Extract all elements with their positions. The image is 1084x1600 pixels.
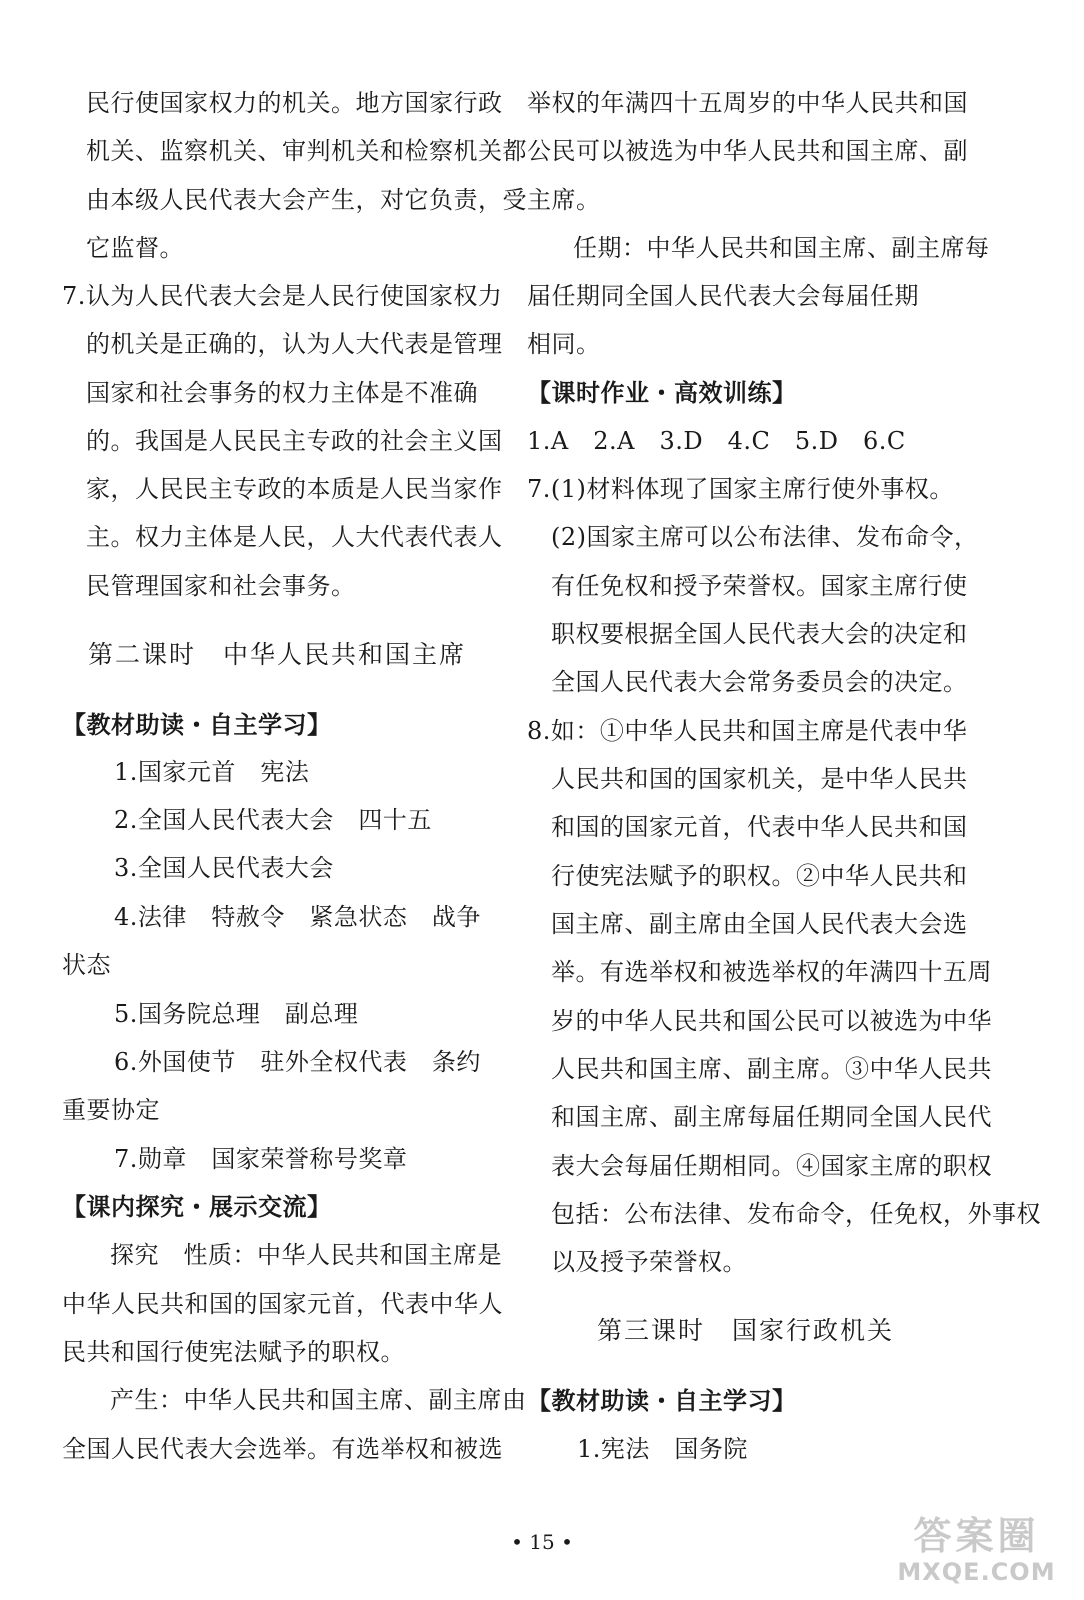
- section-title: 第三课时 国家行政机关: [597, 1316, 895, 1345]
- text-line: 国家和社会事务的权力主体是不准确: [86, 379, 478, 407]
- text-line: 包括：公布法律、发布命令，任免权，外事权: [551, 1200, 1041, 1228]
- answer-line: 5.国务院总理 副总理: [114, 1000, 359, 1028]
- answer-key-line: 1.A 2.A 3.D 4.C 5.D 6.C: [527, 427, 906, 455]
- text-line: 国主席、副主席由全国人民代表大会选: [551, 910, 968, 938]
- section-heading: 【教材助读・自主学习】: [527, 1387, 797, 1415]
- text-line: 公民可以被选为中华人民共和国主席、副: [527, 137, 968, 165]
- text-line: 产生：中华人民共和国主席、副主席由: [110, 1386, 527, 1414]
- text-line: 民共和国行使宪法赋予的职权。: [62, 1338, 405, 1366]
- text-line: 相同。: [527, 330, 601, 358]
- answer-line: 7.勋章 国家荣誉称号奖章: [114, 1145, 408, 1173]
- text-line: 人民共和国的国家机关，是中华人民共: [551, 765, 968, 793]
- text-line: 届任期同全国人民代表大会每届任期: [527, 282, 919, 310]
- section-heading: 【课时作业・高效训练】: [527, 379, 797, 407]
- text-line: 探究 性质：中华人民共和国主席是: [110, 1241, 502, 1269]
- text-line: 人民共和国主席、副主席。③中华人民共: [551, 1055, 992, 1083]
- text-line: (2)国家主席可以公布法律、发布命令，: [551, 523, 979, 551]
- text-line: 和国主席、副主席每届任期同全国人民代: [551, 1103, 992, 1131]
- section-heading: 【课内探究・展示交流】: [62, 1193, 332, 1221]
- section-title: 第二课时 中华人民共和国主席: [88, 640, 467, 669]
- section-heading: 【教材助读・自主学习】: [62, 711, 332, 739]
- text-line: 它监督。: [86, 234, 184, 262]
- text-line: 行使宪法赋予的职权。②中华人民共和: [551, 862, 968, 890]
- text-line: 职权要根据全国人民代表大会的决定和: [551, 620, 968, 648]
- text-line: 的。我国是人民民主专政的社会主义国: [86, 427, 503, 455]
- text-line: 家，人民民主专政的本质是人民当家作: [86, 475, 503, 503]
- answer-line: 6.外国使节 驻外全权代表 条约: [114, 1048, 481, 1076]
- text-line: 8.如：①中华人民共和国主席是代表中华: [527, 717, 968, 745]
- answer-line: 1.宪法 国务院: [577, 1435, 748, 1463]
- answer-line: 4.法律 特赦令 紧急状态 战争: [114, 903, 481, 931]
- watermark-url: MXQE.COM: [897, 1558, 1056, 1586]
- text-line: 主。权力主体是人民，人大代表代表人: [86, 523, 503, 551]
- text-line: 岁的中华人民共和国公民可以被选为中华: [551, 1007, 992, 1035]
- text-line: 机关、监察机关、审判机关和检察机关都: [86, 137, 527, 165]
- text-line: 和国的国家元首，代表中华人民共和国: [551, 813, 968, 841]
- text-line: 以及授予荣誉权。: [551, 1248, 747, 1276]
- text-line: 任期：中华人民共和国主席、副主席每: [573, 234, 990, 262]
- page-number: • 15 •: [511, 1530, 573, 1554]
- answer-line: 1.国家元首 宪法: [114, 758, 310, 786]
- text-line: 的机关是正确的，认为人大代表是管理: [86, 330, 503, 358]
- text-line: 有任免权和授予荣誉权。国家主席行使: [551, 572, 968, 600]
- answer-line: 重要协定: [62, 1096, 160, 1124]
- text-line: 主席。: [527, 186, 601, 214]
- text-line: 表大会每届任期相同。④国家主席的职权: [551, 1152, 992, 1180]
- answer-line: 3.全国人民代表大会: [114, 854, 334, 882]
- answer-line: 状态: [62, 951, 111, 979]
- text-line: 全国人民代表大会常务委员会的决定。: [551, 668, 968, 696]
- text-line: 全国人民代表大会选举。有选举权和被选: [62, 1435, 503, 1463]
- text-line: 民管理国家和社会事务。: [86, 572, 356, 600]
- text-line: 7.认为人民代表大会是人民行使国家权力: [62, 282, 503, 310]
- text-line: 举。有选举权和被选举权的年满四十五周: [551, 958, 992, 986]
- text-line: 中华人民共和国的国家元首，代表中华人: [62, 1290, 503, 1318]
- watermark-logo: [889, 1514, 1064, 1594]
- watermark-text: 答案圈: [913, 1514, 1040, 1558]
- answer-line: 2.全国人民代表大会 四十五: [114, 806, 432, 834]
- text-line: 由本级人民代表大会产生，对它负责，受: [86, 186, 527, 214]
- text-line: 7.(1)材料体现了国家主席行使外事权。: [527, 475, 954, 503]
- text-line: 举权的年满四十五周岁的中华人民共和国: [527, 89, 968, 117]
- text-line: 民行使国家权力的机关。地方国家行政: [86, 89, 503, 117]
